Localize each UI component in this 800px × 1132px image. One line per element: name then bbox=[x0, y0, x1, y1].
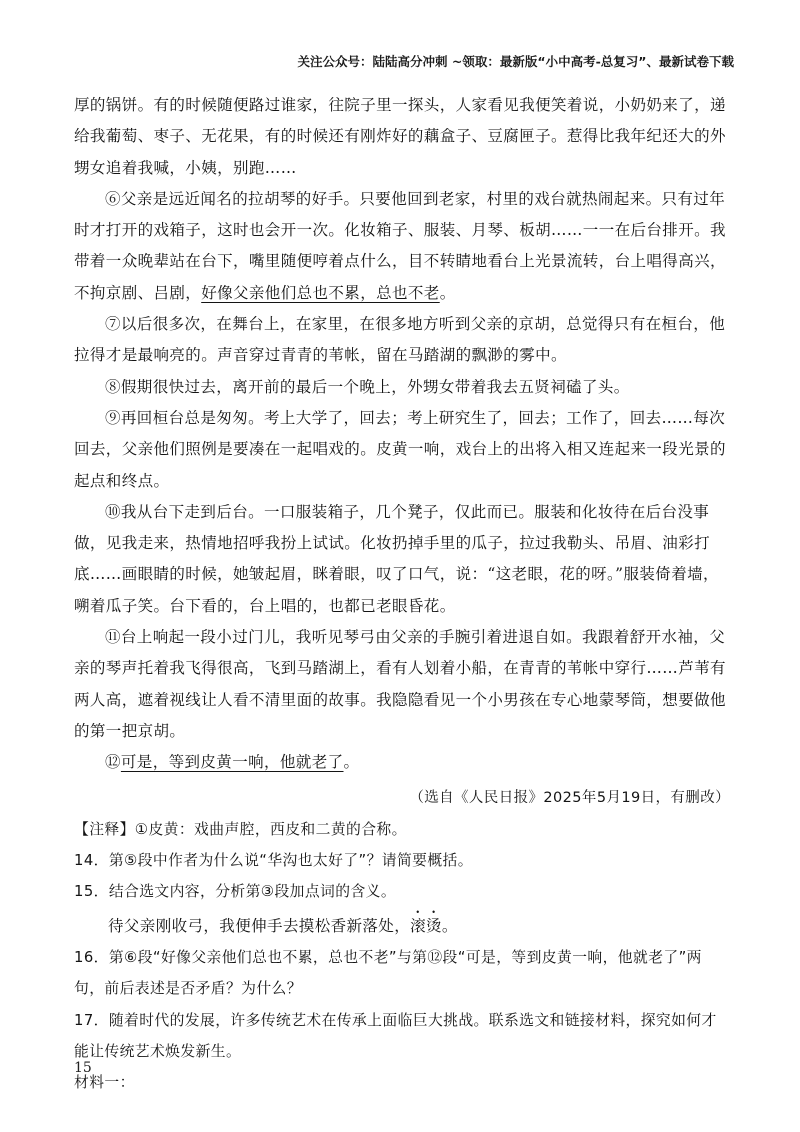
paragraph-12 bbox=[74, 747, 730, 778]
paragraph-11: ⑪台上响起一段小过门儿，我听见琴弓由父亲的手腕引着进退自如。我跟着舒开水袖，父亲的琴声托着我飞得很高，飞到马踏湖上，看有人划着小船，在青青的苇帐中穿行……芦苇有两人高，遮着视线让人看不清里面的故事。我隐隐看见一个小男孩在专心地蒙琴筒，想要做他的第一把京胡。 bbox=[74, 628, 726, 740]
paragraph-12-end: 。 bbox=[343, 753, 360, 772]
content-body bbox=[74, 90, 730, 1099]
paragraph-10: ⑩我从台下走到后台。一口服装箱子，几个凳子，仅此而已。服装和化妆待在后台没事做，见我走来，热情地招呼我扮上试试。化妆扔掉手里的瓜子，拉过我勒头、吊眉、油彩打底……画眼睛的时候，她皱起眉，眯着眼，叹了口气，说：“这老眼，花的呀。”服装倚着墙，嗍着瓜子笑。台下看的，台上唱的，也都已老眼昏花。 bbox=[74, 502, 719, 615]
question-15: 15．结合选文内容，分析第③段加点词的含义。 bbox=[74, 883, 397, 901]
page-number: 15 bbox=[74, 1060, 92, 1076]
quote-text-pre: 待父亲刚收弓，我便伸手去摸松香新落处， bbox=[108, 916, 411, 935]
paragraph-12-underlined: 可是，等到皮黄一响，他就老了 bbox=[120, 753, 344, 772]
paragraph-12-number: ⑫ bbox=[105, 753, 121, 772]
source-citation: （选自《人民日报》2025年5月19日，有删改） bbox=[409, 789, 730, 806]
paragraph-6-main: ⑥父亲是远近闻名的拉胡琴的好手。只要他回到老家，村里的戏台就热闹起来。只有过年时才打开的戏箱子，这时也会开一次。化妆箱子、服装、月琴、板胡……一一在后台排开。我带着一众晚辈站在台下，嘴里随便哼着点什么，目不转睛地看台上光景流转，台上唱得高兴，不拘京剧、吕剧， bbox=[74, 189, 726, 302]
paragraph-9: ⑨再回桓台总是匆匆。考上大学了，回去；考上研究生了，回去；工作了，回去……每次回去，父亲他们照例是要凑在一起唱戏的。皮黄一响，戏台上的出将入相又连起来一段光景的起点和终点。 bbox=[74, 408, 726, 490]
annotation-text: ①皮黄：戏曲声腔，西皮和二黄的合称。 bbox=[134, 820, 407, 838]
quote-dotted-word: 滚烫 bbox=[410, 916, 442, 935]
paragraph-8: ⑧假期很快过去，离开前的最后一个晚上，外甥女带着我去五贤祠磕了头。 bbox=[105, 377, 630, 396]
question-16: 16．第⑥段“好像父亲他们总也不累，总也不老”与第⑫段“可是，等到皮黄一响，他就老了”两句，前后表述是否矛盾？为什么？ bbox=[74, 949, 702, 998]
question-17: 17．随着时代的发展，许多传统艺术在传承上面临巨大挑战。联系选文和链接材料，探究如何才能让传统艺术焕发新生。 bbox=[74, 1011, 717, 1060]
annotation-note bbox=[74, 814, 730, 845]
question-15-quote bbox=[74, 908, 730, 942]
header-promo-note: 关注公众号：陆陆高分冲刺 ~领取：最新版“小中高考-总复习”、最新试卷下载 bbox=[297, 54, 734, 69]
question-14: 14．第⑤段中作者为什么说“华沟也太好了”？请简要概括。 bbox=[74, 852, 473, 870]
paragraph-continued: 厚的锅饼。有的时候随便路过谁家，往院子里一探头，人家看见我便笑着说，小奶奶来了，递给我葡萄、枣子、无花果，有的时候还有刚炸好的藕盒子、豆腐匣子。惹得比我年纪还大的外甥女追着我喊，小姨，别跑…… bbox=[74, 96, 726, 177]
quote-text-post: 。 bbox=[441, 916, 458, 935]
annotation-label: 【注释】 bbox=[74, 820, 135, 838]
paragraph-7: ⑦以后很多次，在舞台上，在家里，在很多地方听到父亲的京胡，总觉得只有在桓台，他拉得才是最响亮的。声音穿过青青的苇帐，留在马踏湖的飘渺的雾中。 bbox=[74, 315, 726, 365]
material-label: 材料一： bbox=[74, 1074, 135, 1092]
paragraph-6 bbox=[74, 184, 730, 309]
paragraph-6-end: 。 bbox=[439, 283, 456, 302]
paragraph-6-underlined: 好像父亲他们总也不累，总也不老 bbox=[201, 283, 440, 302]
